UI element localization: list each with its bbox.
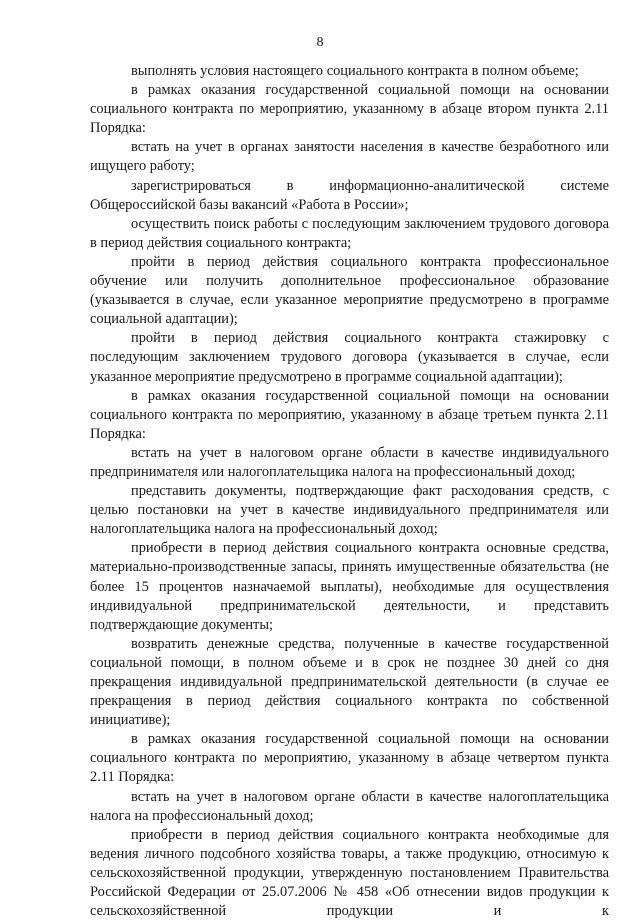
paragraph: встать на учет в налоговом органе области в качестве налогоплательщика налога на профессиональный доход; (90, 788, 609, 824)
paragraph: осуществить поиск работы с последующим заключением трудового договора в период действия социального контракта; (90, 215, 609, 251)
paragraph: выполнять условия настоящего социального контракта в полном объеме; (131, 63, 579, 79)
paragraph: встать на учет в органах занятости населения в качестве безработного или ищущего работу; (90, 139, 609, 175)
paragraph: встать на учет в налоговом органе области в качестве индивидуального предпринимателя или налогоплательщика налога на профессиональный доход; (90, 444, 609, 480)
paragraph: возвратить денежные средства, полученные в качестве государственной социальной помощи, в полном объеме и в срок не позднее 30 дней со дня прекращения индивидуальной предпринимательской деятельности (в случае ее прекращения в период действия социального контракта по собственной инициативе); (90, 635, 609, 729)
paragraph: в рамках оказания государственной социальной помощи на основании социального контракта по мероприятию, указанному в абзаце четвертом пункта 2.11 Порядка: (90, 731, 609, 786)
paragraph: в рамках оказания государственной социальной помощи на основании социального контракта по мероприятию, указанному в абзаце третьем пункта 2.11 Порядка: (90, 387, 609, 442)
paragraph: в рамках оказания государственной социальной помощи на основании социального контракта по мероприятию, указанному в абзаце втором пункта 2.11 Порядка: (90, 82, 609, 137)
paragraph: представить документы, подтверждающие факт расходования средств, с целью постановки на учет в качестве индивидуального предпринимателя или налогоплательщика налога на профессиональный доход; (90, 483, 609, 538)
paragraph-continued: приобрести в период действия социального контракта необходимые для ведения личного подсобного хозяйства товары, а также продукцию, относимую к сельскохозяйственной продукции, утвержденную постановлением Правительства Российской Федерации от 25.07.2006 № 458 «Об отнесении видов продукции к сельскохозяйственной продукции и к (90, 826, 609, 920)
paragraph: пройти в период действия социального контракта профессиональное обучение или получить дополнительное профессиональное образование (указывается в случае, если указанное мероприятие предусмотрено в программе социальной адаптации); (90, 253, 609, 328)
paragraph: зарегистрироваться в информационно-аналитической системе Общероссийской базы вакансий «Работа в России»; (90, 177, 609, 213)
document-body (90, 62, 609, 921)
paragraph: приобрести в период действия социального контракта основные средства, материально-производственные запасы, принять имущественные обязательства (не более 15 процентов назначаемой выплаты), необходимые для осуществления индивидуальной предпринимательской деятельности, и представить подтверждающие документы; (90, 540, 609, 633)
page-number: 8 (316, 35, 324, 50)
paragraph: пройти в период действия социального контракта стажировку с последующим заключением трудового договора (указывается в случае, если указанное мероприятие предусмотрено в программе социальной адаптации); (90, 330, 609, 385)
